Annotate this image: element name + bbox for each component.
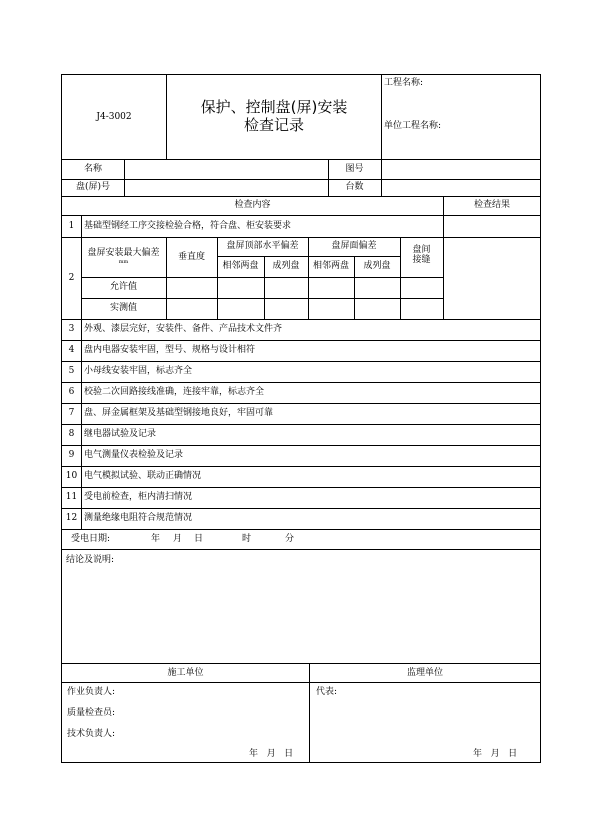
result-header: 检查结果 bbox=[473, 200, 510, 210]
gap-label-line1: 盘间 bbox=[412, 245, 431, 255]
supervision-unit-label: 监理单位 bbox=[406, 668, 443, 678]
content-header: 检查内容 bbox=[234, 200, 271, 210]
rule-item5 bbox=[62, 382, 540, 383]
quantity-label: 台数 bbox=[345, 182, 364, 192]
item-text-11: 受电前检查，柜内清扫情况 bbox=[84, 492, 193, 502]
rule-item2-allowed bbox=[81, 277, 443, 278]
item-no-7: 7 bbox=[68, 408, 75, 418]
item-no-10: 10 bbox=[65, 471, 78, 481]
rule-item4 bbox=[62, 361, 540, 362]
name-label: 名称 bbox=[83, 164, 102, 174]
form-code: J4-3002 bbox=[96, 112, 132, 122]
top-level-label: 盘屏顶部水平偏差 bbox=[226, 241, 299, 251]
form-title-line1: 保护、控制盘(屏)安装 bbox=[200, 98, 348, 116]
sign-date-right: 年 月 日 bbox=[473, 749, 518, 759]
power-date-minute: 分 bbox=[285, 534, 295, 544]
operator-label: 作业负责人: bbox=[67, 687, 116, 697]
conclusion-label: 结论及说明: bbox=[66, 555, 115, 565]
rule-item2-bottom bbox=[62, 319, 540, 320]
rule-item2-measured bbox=[81, 298, 443, 299]
item-no-2: 2 bbox=[68, 273, 75, 283]
vertical-label: 垂直度 bbox=[177, 252, 205, 262]
rule-v-i2a bbox=[166, 237, 167, 319]
item-no-5: 5 bbox=[68, 366, 75, 376]
item-text-4: 盘内电器安装牢固，型号、规格与设计相符 bbox=[84, 345, 256, 355]
power-date-hour: 时 bbox=[242, 534, 252, 544]
item-no-1: 1 bbox=[68, 221, 75, 231]
item-text-3: 外观、漆层完好，安装件、备件、产品技术文件齐 bbox=[84, 324, 283, 334]
rule-v-title bbox=[381, 75, 382, 159]
rule-date-bottom bbox=[62, 549, 540, 550]
rule-item6 bbox=[62, 403, 540, 404]
row-panels-label-b: 成列盘 bbox=[363, 261, 391, 271]
inspection-record-form bbox=[61, 74, 541, 763]
rule-info-mid bbox=[62, 179, 540, 180]
sign-date-left: 年 月 日 bbox=[249, 749, 294, 759]
power-date-year: 年 bbox=[151, 534, 161, 544]
item-text-10: 电气模拟试验、联动正确情况 bbox=[84, 471, 202, 481]
drawing-no-label: 图号 bbox=[345, 164, 364, 174]
item-no-6: 6 bbox=[68, 387, 75, 397]
gap-label-line2: 接缝 bbox=[412, 255, 431, 265]
rule-item9 bbox=[62, 466, 540, 467]
representative-label: 代表: bbox=[316, 687, 338, 697]
construction-unit-label: 施工单位 bbox=[167, 668, 204, 678]
rule-unit-header-bottom bbox=[62, 682, 540, 683]
power-date-day: 日 bbox=[194, 534, 204, 544]
rule-th-bottom bbox=[62, 215, 540, 216]
rule-conclusion-bottom bbox=[62, 663, 540, 664]
quality-inspector-label: 质量检查员: bbox=[67, 708, 116, 718]
max-dev-label: 盘屏安装最大偏差 bbox=[87, 248, 160, 258]
project-name-label: 工程名称: bbox=[384, 78, 424, 88]
item-no-3: 3 bbox=[68, 324, 75, 334]
rule-info-bottom bbox=[62, 196, 540, 197]
item-no-4: 4 bbox=[68, 345, 75, 355]
rule-v-info3 bbox=[381, 159, 382, 196]
rule-item12 bbox=[62, 529, 540, 530]
adjacent-two-label-b: 相邻两盘 bbox=[312, 261, 349, 271]
power-date-label: 受电日期: bbox=[71, 534, 111, 544]
item-text-6: 校验二次回路接线准确，连接牢靠，标志齐全 bbox=[84, 387, 265, 397]
form-title-line2: 检查记录 bbox=[243, 116, 304, 134]
power-date-month: 月 bbox=[173, 534, 183, 544]
panel-no-label: 盘(屏)号 bbox=[75, 182, 111, 192]
max-dev-unit: mm bbox=[118, 259, 129, 265]
item-text-1: 基础型钢经工序交接检验合格，符合盘、柜安装要求 bbox=[84, 221, 292, 231]
adjacent-two-label: 相邻两盘 bbox=[222, 261, 259, 271]
rule-item1-bottom bbox=[62, 237, 540, 238]
item-no-11: 11 bbox=[65, 492, 78, 502]
surface-dev-label: 盘屏面偏差 bbox=[331, 241, 377, 251]
item-text-8: 继电器试验及记录 bbox=[84, 429, 157, 439]
rule-item11 bbox=[62, 508, 540, 509]
item-text-7: 盘、屏金属框架及基础型钢接地良好，牢固可靠 bbox=[84, 408, 274, 418]
item-text-5: 小母线安装牢固，标志齐全 bbox=[84, 366, 193, 376]
rule-v-info1 bbox=[124, 159, 125, 196]
rule-item8 bbox=[62, 445, 540, 446]
item-text-12: 测量绝缘电阻符合规范情况 bbox=[84, 513, 193, 523]
row-panels-label: 成列盘 bbox=[272, 261, 300, 271]
rule-header-bottom bbox=[62, 159, 540, 160]
measured-label: 实测值 bbox=[109, 303, 137, 313]
item-no-8: 8 bbox=[68, 429, 75, 439]
item-text-9: 电气测量仪表检验及记录 bbox=[84, 450, 184, 460]
tech-lead-label: 技术负责人: bbox=[67, 729, 116, 739]
rule-item3 bbox=[62, 340, 540, 341]
item-no-9: 9 bbox=[68, 450, 75, 460]
rule-item7 bbox=[62, 424, 540, 425]
unit-project-label: 单位工程名称: bbox=[384, 121, 442, 131]
allowed-label: 允许值 bbox=[109, 282, 137, 292]
rule-item10 bbox=[62, 487, 540, 488]
item-no-12: 12 bbox=[65, 513, 78, 523]
rule-v-result bbox=[443, 196, 444, 319]
